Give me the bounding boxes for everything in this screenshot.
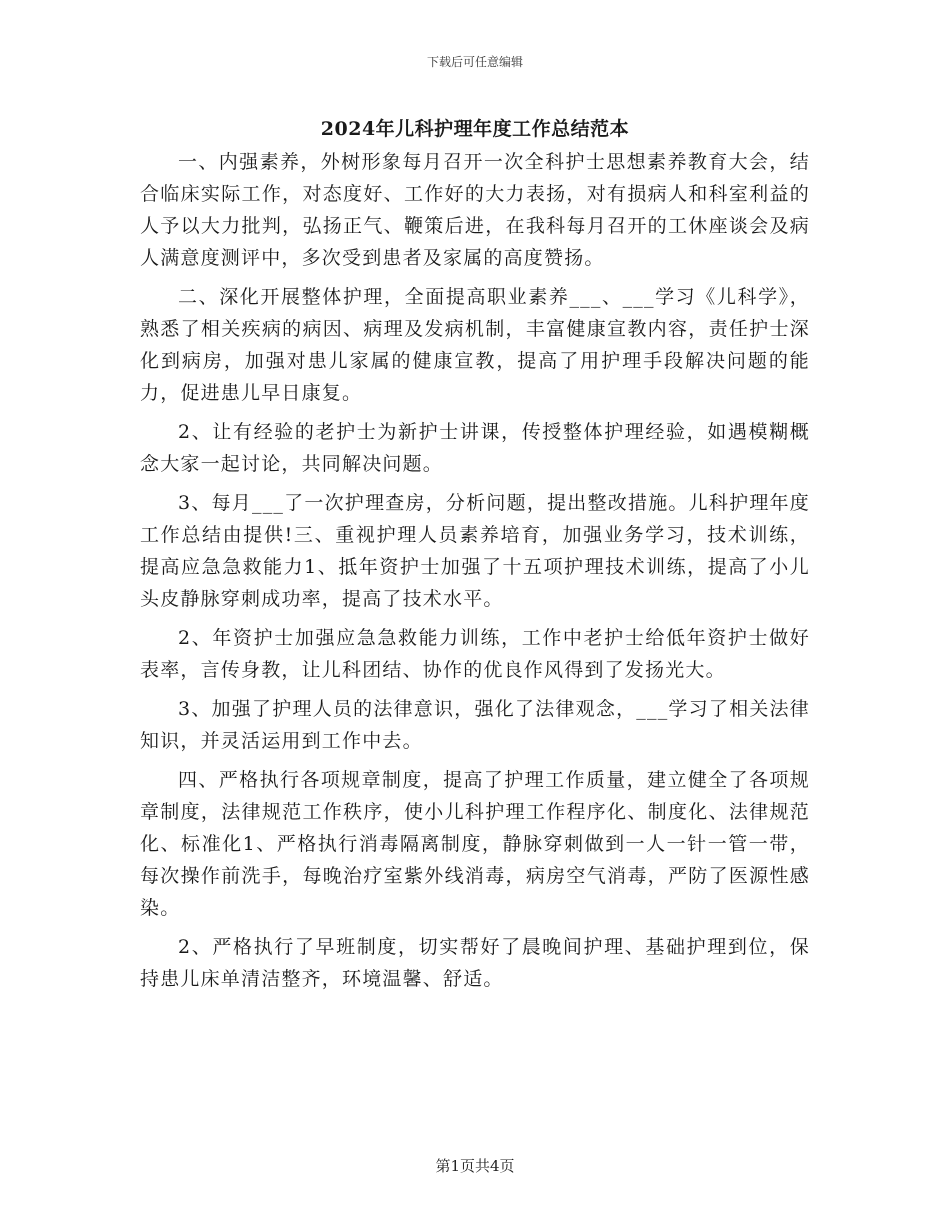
paragraph: 2、让有经验的老护士为新护士讲课，传授整体护理经验，如遇模糊概念大家一起讨论，共同解决问题。 (140, 421, 810, 475)
paragraph: 3、加强了护理人员的法律意识，强化了法律观念，___学习了相关法律知识，并灵活运用到工作中去。 (140, 698, 810, 752)
document-body (140, 146, 810, 1002)
paragraph: 2、年资护士加强应急急救能力训练，工作中老护士给低年资护士做好表率，言传身教，让儿科团结、协作的优良作风得到了发扬光大。 (140, 627, 810, 681)
paragraph: 3、每月___了一次护理查房，分析问题，提出整改措施。儿科护理年度工作总结由提供!三、重视护理人员素养培育，加强业务学习，技术训练，提高应急急救能力1、抵年资护士加强了十五项护理技术训练，提高了小儿头皮静脉穿刺成功率，提高了技术水平。 (140, 492, 810, 610)
paragraph: 四、严格执行各项规章制度，提高了护理工作质量，建立健全了各项规章制度，法律规范工作秩序，使小儿科护理工作程序化、制度化、法律规范化、标准化1、严格执行消毒隔离制度，静脉穿刺做到一人一针一管一带，每次操作前洗手，每晚治疗室紫外线消毒，病房空气消毒，严防了医源性感染。 (140, 769, 810, 919)
paragraph: 二、深化开展整体护理，全面提高职业素养___、___学习《儿科学》，熟悉了相关疾病的病因、病理及发病机制，丰富健康宣教内容，责任护士深化到病房，加强对患儿家属的健康宣教，提高了用护理手段解决问题的能力，促进患儿早日康复。 (140, 286, 810, 404)
page-footer: 第1页共4页 (435, 1157, 515, 1175)
paragraph: 2、严格执行了早班制度，切实帮好了晨晚间护理、基础护理到位，保持患儿床单清洁整齐，环境温馨、舒适。 (140, 936, 810, 990)
header-note: 下载后可任意编辑 (426, 55, 523, 69)
document-title: 2024年儿科护理年度工作总结范本 (320, 118, 630, 140)
paragraph: 一、内强素养，外树形象每月召开一次全科护士思想素养教育大会，结合临床实际工作，对态度好、工作好的大力表扬，对有损病人和科室利益的人予以大力批判，弘扬正气、鞭策后进，在我科每月召开的工休座谈会及病人满意度测评中，多次受到患者及家属的高度赞扬。 (140, 151, 810, 269)
